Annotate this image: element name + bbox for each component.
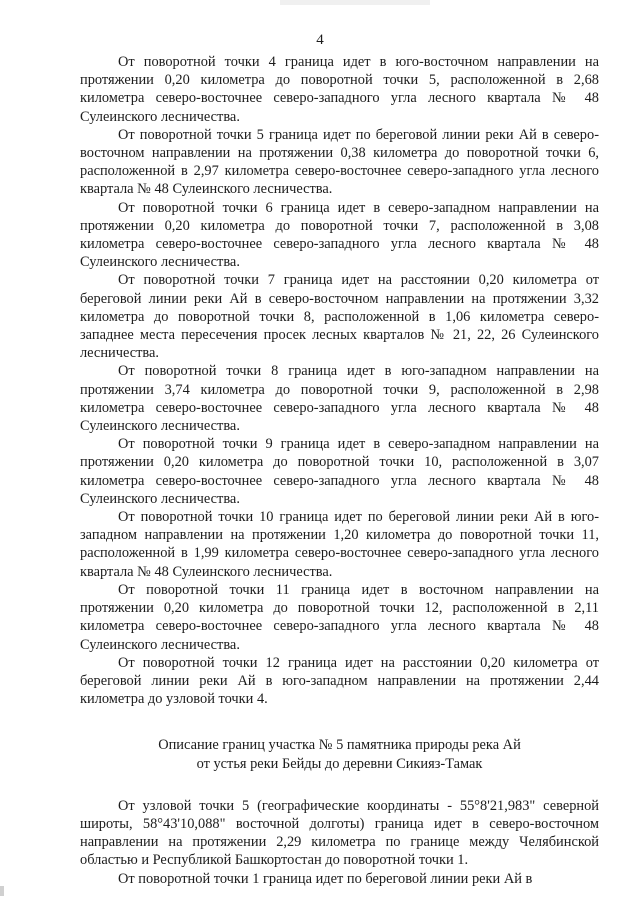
section-heading — [80, 736, 599, 772]
paragraph: От поворотной точки 10 граница идет по береговой линии реки Ай в юго-западном направлении на протяжении 1,20 километра до поворотной точки 11, расположенной в 1,99 километра северо-восточнее северо-западного угла лесного квартала № 48 Сулеинского лесничества. — [80, 509, 599, 580]
scan-artifact — [280, 0, 430, 5]
paragraph: От поворотной точки 12 граница идет на расстоянии 0,20 километра от береговой линии реки Ай в юго-западном направлении на протяжении 2,44 километра до узловой точки 4. — [80, 654, 599, 708]
paragraph: От узловой точки 5 (географические координаты - 55°8'21,983" северной широты, 58°43'10,088" восточной долготы) граница идет в северо-восточном направлении на протяжении 2,29 километра по границе между Челябинской областью и Республикой Башкортостан до поворотной точки 1. — [80, 797, 599, 869]
paragraph: От поворотной точки 11 граница идет в восточном направлении на протяжении 0,20 километра до поворотной точки 12, расположенной в 2,11 километра северо-восточнее северо-западного угла лесного квартала № 48 Сулеинского лесничества. — [80, 581, 599, 653]
paragraph: От поворотной точки 1 граница идет по береговой линии реки Ай в — [118, 870, 533, 887]
paragraph: От поворотной точки 4 граница идет в юго-восточном направлении на протяжении 0,20 километра до поворотной точки 5, расположенной в 2,68 километра северо-восточнее северо-западного угла лесного квартала № 48 Сулеинского лесничества. — [80, 54, 599, 125]
section-heading-line: Описание границ участка № 5 памятника природы река Ай — [158, 737, 521, 754]
scan-artifact — [0, 886, 4, 896]
paragraph: От поворотной точки 7 граница идет на расстоянии 0,20 километра от береговой линии реки Ай в северо-восточном направлении на протяжении 3,32 километра до поворотной точки 8, расположенной в 1,06 километра северо-западнее места пересечения просек лесных кварталов № 21, 22, 26 Сулеинского лесничества. — [80, 272, 599, 362]
section-heading-line: от устья реки Бейды до деревни Сикияз-Тамак — [196, 755, 483, 772]
page-number: 4 — [316, 32, 324, 48]
paragraph: От поворотной точки 6 граница идет в северо-западном направлении на протяжении 0,20 километра до поворотной точки 7, расположенной в 3,08 километра северо-восточнее северо-западного угла лесного квартала № 48 Сулеинского лесничества. — [80, 199, 599, 271]
document-body — [80, 53, 599, 888]
paragraph: От поворотной точки 9 граница идет в северо-западном направлении на протяжении 0,20 километра до поворотной точки 10, расположенной в 3,07 километра северо-восточнее северо-западного угла лесного квартала № 48 Сулеинского лесничества. — [80, 436, 599, 507]
paragraph: От поворотной точки 8 граница идет в юго-западном направлении на протяжении 3,74 километра до поворотной точки 9, расположенной в 2,98 километра северо-восточнее северо-западного угла лесного квартала № 48 Сулеинского лесничества. — [80, 363, 599, 435]
paragraph: От поворотной точки 5 граница идет по береговой линии реки Ай в северо-восточном направлении на протяжении 0,38 километра до поворотной точки 6, расположенной в 2,97 километра северо-восточнее северо-западного угла лесного квартала № 48 Сулеинского лесничества. — [80, 126, 599, 198]
